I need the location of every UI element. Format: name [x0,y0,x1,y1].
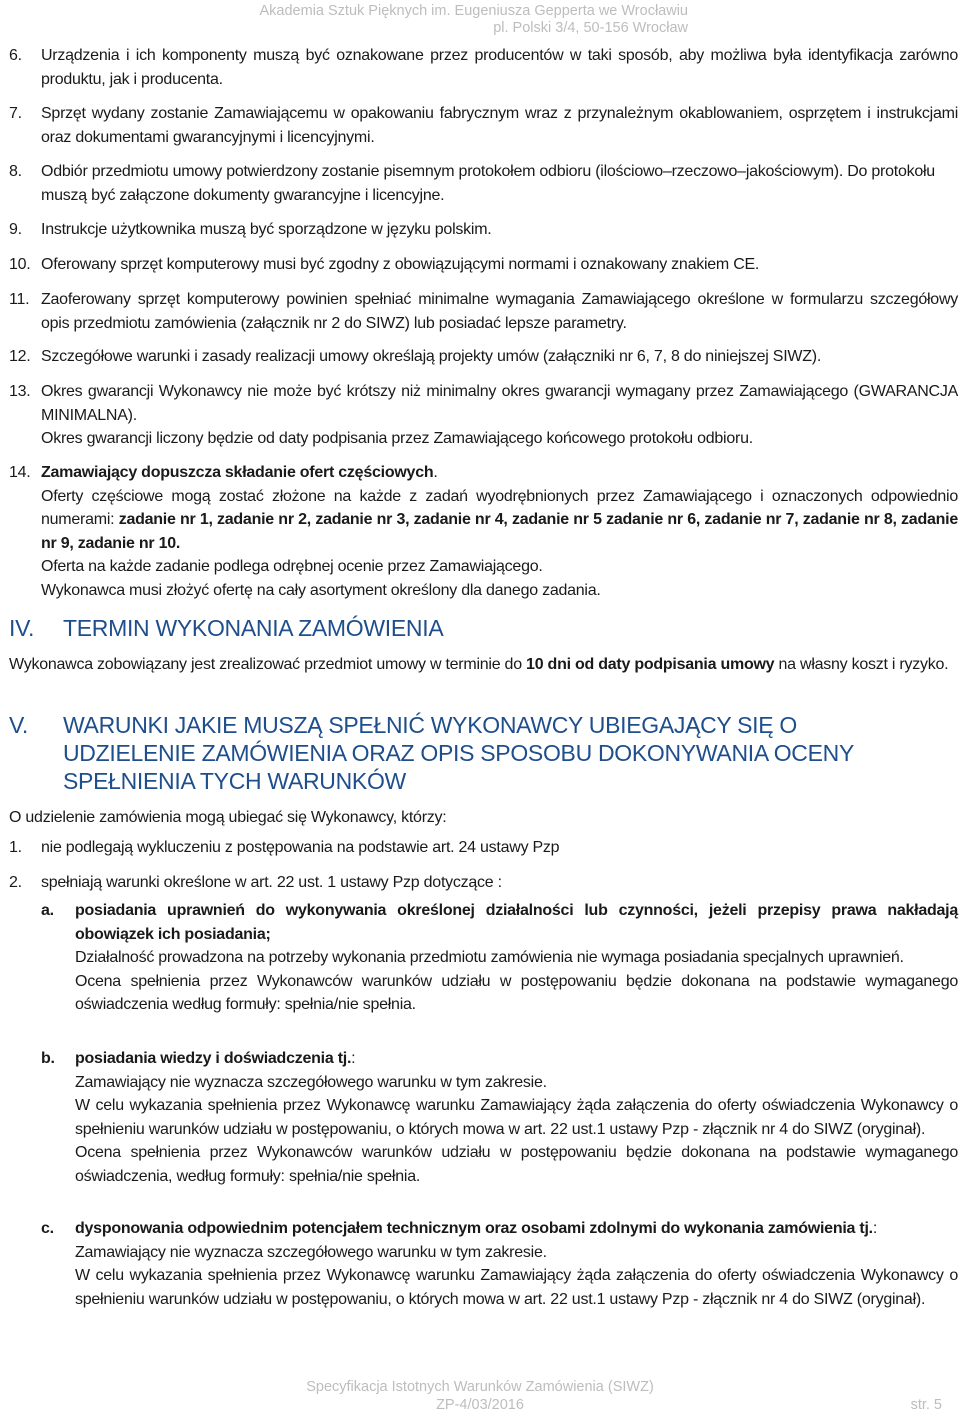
item-text: Wykonawca musi złożyć ofertę na cały asortyment określony dla danego zadania. [41,581,601,599]
item-title: Zamawiający dopuszcza składanie ofert częściowych [41,464,434,481]
list-item [9,380,958,451]
item-number: 8. [9,163,22,180]
footer-reference: ZP-4/03/2016 [436,1397,524,1413]
section-heading [9,614,900,642]
item-number: 7. [9,105,22,122]
section-paragraph [9,653,958,677]
page-number: str. 5 [910,1397,942,1413]
list-item [9,44,958,91]
sub-item-text: Zamawiający nie wyznacza szczegółowego warunku w tym zakresie. [75,1243,547,1261]
item-text: nie podlegają wykluczeniu z postępowania na podstawie art. 24 ustawy Pzp [41,839,560,856]
item-text: Odbiór przedmiotu umowy potwierdzony zostanie pisemnym protokołem odbioru (ilościowo–rzeczowo–jakościowym). Do protokołu muszą być załączone dokumenty gwarancyjne i licencyjne. [41,163,935,204]
item-title-end: . [433,464,438,481]
section-title: WARUNKI JAKIE MUSZĄ SPEŁNIĆ WYKONAWCY UBIEGAJĄCY SIĘ O UDZIELENIE ZAMÓWIENIA ORAZ OPIS SPOSOBU DOKONYWANIA OCENY SPEŁNIENIA TYCH WARUNKÓW [63,712,854,794]
item-text: Instrukcje użytkownika muszą być sporządzone w języku polskim. [41,221,492,238]
sub-item-text: Ocena spełnienia przez Wykonawców warunków udziału w postępowaniu będzie dokonana na podstawie wymaganego oświadczenia według formuły: spełnia/nie spełnia. [75,972,958,1013]
sub-item-text: W celu wykazania spełnienia przez Wykonawcę warunku Zamawiający żąda załączenia do oferty oświadczenia Wykonawcy o spełnieniu warunków udziału w postępowaniu, o których mowa w art. 22 ust.1 ustawy Pzp - złącznik nr 4 do SIWZ (oryginał). [75,1267,958,1308]
sub-item-letter: c. [41,1220,54,1237]
item-text: Oferta na każde zadanie podlega odrębnej ocenie przez Zamawiającego. [41,558,543,575]
paragraph-text: Wykonawca zobowiązany jest zrealizować przedmiot umowy w terminie do [9,656,527,673]
sub-item-title-end: : [872,1220,878,1237]
item-number: 2. [9,874,22,891]
list-item [9,160,958,207]
item-text: Okres gwarancji liczony będzie od daty podpisania przez Zamawiającego końcowego protokołu odbioru. [41,430,753,447]
list-item [9,461,958,602]
list-item [9,871,958,895]
item-text: Okres gwarancji Wykonawcy nie może być krótszy niż minimalny okres gwarancji wymagany przez Zamawiającego (GWARANCJA MINIMALNA). [41,383,958,424]
item-text-bold: zadanie nr 1, zadanie nr 2, zadanie nr 3, zadanie nr 4, zadanie nr 5 zadanie nr 6, zadanie nr 7, zadanie nr 8, zadanie nr 9, zadanie nr 10. [41,511,958,552]
sub-item [41,1047,958,1188]
item-number: 10. [9,256,31,273]
paragraph-text: na własny koszt i ryzyko. [774,656,949,673]
item-number: 6. [9,47,22,64]
paragraph-text-bold: 10 dni od daty podpisania umowy [526,656,775,673]
sub-item [41,1217,958,1311]
section-number: V. [9,712,29,738]
item-number: 11. [9,291,30,308]
sub-item-title-end: : [351,1050,356,1067]
sub-item [41,899,958,1017]
sub-item-letter: b. [41,1050,55,1067]
item-text: Oferty częściowe mogą zostać złożone na każde z zadań wyodrębnionych przez Zamawiającego i oznaczonych odpowiednio numerami: [41,487,958,528]
item-number: 14. [9,464,31,481]
footer-title: Specyfikacja Istotnych Warunków Zamówienia (SIWZ) [306,1379,654,1395]
item-text: Sprzęt wydany zostanie Zamawiającemu w opakowaniu fabrycznym wraz z przynależnym okablowaniem, osprzętem i instrukcjami oraz dokumentami gwarancyjnymi i licencyjnymi. [41,105,958,146]
sub-item-letter: a. [41,902,54,919]
list-item [9,836,958,860]
sub-item-text: Działalność prowadzona na potrzeby wykonania przedmiotu zamówienia nie wymaga posiadania specjalnych uprawnień. [75,949,904,966]
item-number: 13. [9,383,31,400]
list-item [9,288,958,335]
list-item [9,102,958,149]
sub-item-text: Zamawiający nie wyznacza szczegółowego warunku w tym zakresie. [75,1073,547,1091]
item-text: Zaoferowany sprzęt komputerowy powinien spełniać minimalne wymagania Zamawiającego określone w formularzu szczegółowy opis przedmiotu zamówienia (załącznik nr 2 do SIWZ) lub posiadać lepsze parametry. [41,291,958,332]
item-text: spełniają warunki określone w art. 22 ust. 1 ustawy Pzp dotyczące : [41,874,502,891]
section-intro: O udzielenie zamówienia mogą ubiegać się Wykonawcy, którzy: [9,809,447,826]
sub-item-title: posiadania wiedzy i doświadczenia tj. [75,1050,352,1067]
item-text: Szczegółowe warunki i zasady realizacji umowy określają projekty umów (załączniki nr 6, 7, 8 do niniejszej SIWZ). [41,348,822,365]
sub-item-text: W celu wykazania spełnienia przez Wykonawcę warunku Zamawiający żąda załączenia do oferty oświadczenia Wykonawcy o spełnieniu warunków udziału w postępowaniu, o których mowa w art. 22 ust.1 ustawy Pzp - złącznik nr 4 do SIWZ (oryginał). [75,1097,958,1138]
header-address: pl. Polski 3/4, 50-156 Wrocław [493,20,688,36]
item-text: Oferowany sprzęt komputerowy musi być zgodny z obowiązującymi normami i oznakowany znakiem CE. [41,256,760,273]
sub-item-title: posiadania uprawnień do wykonywania określonej działalności lub czynności, jeżeli przepisy prawa nakładają obowiązek ich posiadania; [75,902,958,943]
header-institution: Akademia Sztuk Pięknych im. Eugeniusza Gepperta we Wrocławiu [259,3,688,19]
sub-item-title: dysponowania odpowiednim potencjałem technicznym oraz osobami zdolnymi do wykonania zamówienia tj. [75,1220,873,1237]
item-number: 1. [9,839,22,856]
item-number: 9. [9,221,22,238]
list-item [9,253,958,277]
list-item [9,218,958,242]
list-item [9,345,958,369]
sub-item-text: Ocena spełnienia przez Wykonawców warunków udziału w postępowaniu będzie dokonana na podstawie wymaganego oświadczenia, według formuły: spełnia/nie spełnia. [75,1144,958,1185]
section-heading [9,711,900,795]
item-text: Urządzenia i ich komponenty muszą być oznakowane przez producentów w taki sposób, aby możliwa była identyfikacja zarówno produktu, jak i producenta. [41,47,958,88]
section-title: TERMIN WYKONANIA ZAMÓWIENIA [63,615,444,641]
item-number: 12. [9,348,31,365]
section-number: IV. [9,615,35,641]
